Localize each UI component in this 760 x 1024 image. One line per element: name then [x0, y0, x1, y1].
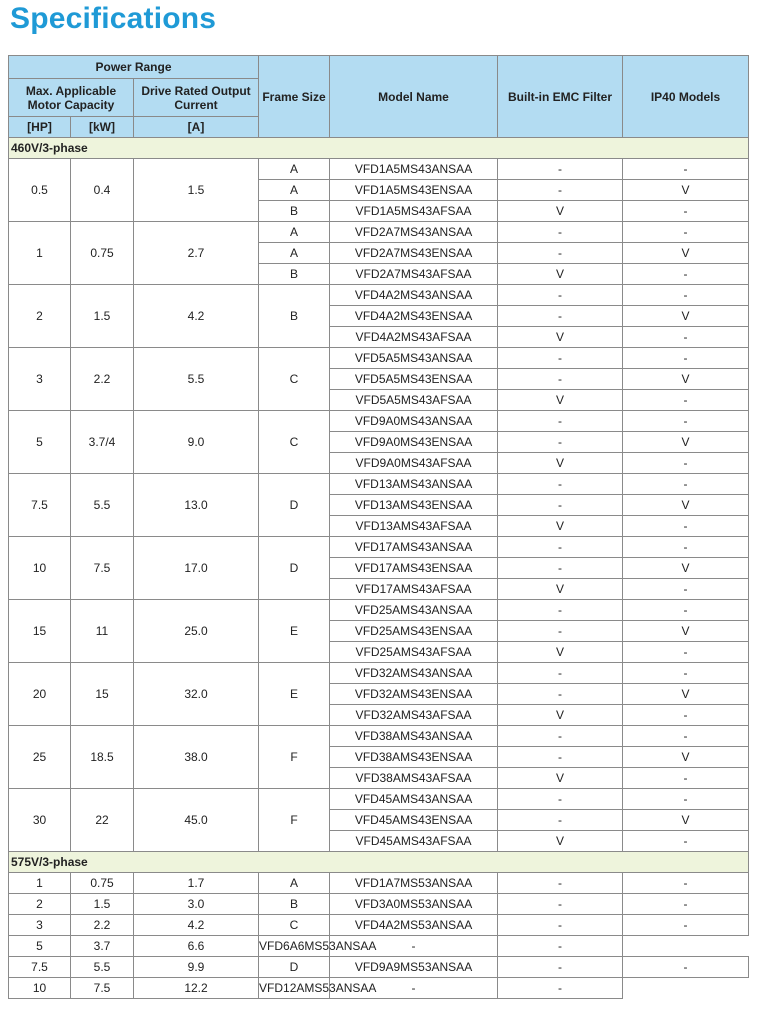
frame-cell: B	[259, 264, 330, 285]
hp-cell: 0.5	[9, 159, 71, 222]
model-name-cell: VFD9A0MS43ENSAA	[330, 432, 498, 453]
model-name-cell: VFD4A2MS53ANSAA	[330, 915, 498, 936]
ip40-cell: V	[623, 684, 749, 705]
model-name-cell: VFD5A5MS43AFSAA	[330, 390, 498, 411]
model-name-cell: VFD1A5MS43ENSAA	[330, 180, 498, 201]
ip40-cell: V	[623, 432, 749, 453]
frame-cell: A	[259, 180, 330, 201]
frame-cell: C	[259, 411, 330, 474]
ip40-cell: -	[623, 705, 749, 726]
model-name-cell: VFD45AMS43AFSAA	[330, 831, 498, 852]
emc-filter-cell: -	[498, 495, 623, 516]
table-row	[9, 411, 749, 432]
section-row	[9, 138, 749, 159]
power-range-header: Power Range	[9, 56, 259, 79]
ip40-cell: -	[623, 159, 749, 180]
section-label: 575V/3-phase	[9, 852, 749, 873]
emc-filter-cell: -	[498, 621, 623, 642]
ip40-cell: -	[623, 537, 749, 558]
table-row	[9, 474, 749, 495]
kw-cell: 3.7	[71, 936, 134, 957]
table-row	[9, 873, 749, 894]
model-name-cell: VFD9A9MS53ANSAA	[330, 957, 498, 978]
table-row	[9, 957, 749, 978]
ip40-cell: -	[623, 726, 749, 747]
current-cell: 6.6	[134, 936, 259, 957]
model-name-cell: VFD3A0MS53ANSAA	[330, 894, 498, 915]
ip40-cell: -	[623, 957, 749, 978]
frame-cell: D	[259, 957, 330, 978]
emc-filter-cell: -	[498, 369, 623, 390]
frame-cell: B	[259, 285, 330, 348]
table-row	[9, 222, 749, 243]
ip40-cell: V	[623, 180, 749, 201]
frame-cell: D	[259, 537, 330, 600]
current-cell: 32.0	[134, 663, 259, 726]
hp-cell: 30	[9, 789, 71, 852]
ip40-header: IP40 Models	[623, 56, 749, 138]
kw-cell: 1.5	[71, 894, 134, 915]
emc-filter-cell: -	[498, 894, 623, 915]
drive-rated-header: Drive Rated Output Current	[134, 79, 259, 117]
frame-size-header: Frame Size	[259, 56, 330, 138]
ip40-cell: -	[623, 768, 749, 789]
ip40-cell: -	[623, 348, 749, 369]
kw-cell: 18.5	[71, 726, 134, 789]
current-cell: 1.5	[134, 159, 259, 222]
kw-cell: 0.75	[71, 873, 134, 894]
ip40-cell: V	[623, 558, 749, 579]
hp-cell: 3	[9, 915, 71, 936]
emc-filter-cell: -	[498, 873, 623, 894]
specifications-table	[8, 55, 749, 999]
frame-cell: A	[259, 873, 330, 894]
ip40-cell: -	[623, 390, 749, 411]
emc-filter-cell: -	[498, 474, 623, 495]
emc-filter-cell: -	[498, 747, 623, 768]
model-name-cell: VFD45AMS43ENSAA	[330, 810, 498, 831]
model-name-cell: VFD32AMS43ENSAA	[330, 684, 498, 705]
table-row	[9, 600, 749, 621]
emc-filter-cell: -	[498, 810, 623, 831]
model-name-cell: VFD4A2MS43AFSAA	[330, 327, 498, 348]
kw-cell: 0.4	[71, 159, 134, 222]
emc-filter-cell: -	[498, 537, 623, 558]
frame-cell: E	[259, 600, 330, 663]
ip40-cell: -	[498, 936, 623, 957]
emc-filter-cell: -	[498, 663, 623, 684]
current-cell: 38.0	[134, 726, 259, 789]
emc-filter-cell: V	[498, 201, 623, 222]
model-name-cell: VFD25AMS43ANSAA	[330, 600, 498, 621]
emc-filter-cell: -	[498, 306, 623, 327]
emc-filter-cell: -	[498, 558, 623, 579]
hp-cell: 7.5	[9, 957, 71, 978]
kw-cell: 22	[71, 789, 134, 852]
frame-cell: E	[259, 663, 330, 726]
hp-cell: 5	[9, 936, 71, 957]
ip40-cell: V	[623, 495, 749, 516]
current-cell: 9.0	[134, 411, 259, 474]
frame-cell: B	[259, 894, 330, 915]
model-name-cell: VFD32AMS43AFSAA	[330, 705, 498, 726]
ip40-cell: -	[623, 579, 749, 600]
emc-filter-cell: V	[498, 768, 623, 789]
emc-filter-cell: -	[330, 978, 498, 999]
emc-filter-cell: -	[498, 726, 623, 747]
ip40-cell: -	[623, 474, 749, 495]
model-name-cell: VFD1A5MS43AFSAA	[330, 201, 498, 222]
model-name-cell: VFD2A7MS43ANSAA	[330, 222, 498, 243]
ip40-cell: V	[623, 810, 749, 831]
ip40-cell: -	[623, 264, 749, 285]
kw-cell: 11	[71, 600, 134, 663]
model-name-cell: VFD5A5MS43ENSAA	[330, 369, 498, 390]
model-name-cell: VFD38AMS43ANSAA	[330, 726, 498, 747]
kw-cell: 2.2	[71, 348, 134, 411]
emc-filter-cell: V	[498, 642, 623, 663]
page-title: Specifications	[10, 2, 217, 35]
model-name-cell: VFD13AMS43ANSAA	[330, 474, 498, 495]
ip40-cell: V	[623, 369, 749, 390]
frame-cell: D	[259, 474, 330, 537]
model-name-cell: VFD32AMS43ANSAA	[330, 663, 498, 684]
ip40-cell: -	[623, 285, 749, 306]
model-name-cell: VFD4A2MS43ENSAA	[330, 306, 498, 327]
ip40-cell: V	[623, 306, 749, 327]
emc-filter-cell: -	[498, 180, 623, 201]
table-row	[9, 159, 749, 180]
ip40-cell: -	[623, 600, 749, 621]
model-name-cell: VFD2A7MS43ENSAA	[330, 243, 498, 264]
hp-cell: 7.5	[9, 474, 71, 537]
hp-cell: 20	[9, 663, 71, 726]
emc-filter-cell: -	[498, 684, 623, 705]
emc-filter-cell: V	[498, 390, 623, 411]
model-name-cell: VFD45AMS43ANSAA	[330, 789, 498, 810]
current-cell: 13.0	[134, 474, 259, 537]
current-cell: 4.2	[134, 285, 259, 348]
emc-filter-cell: -	[498, 915, 623, 936]
ip40-cell: -	[623, 516, 749, 537]
emc-filter-cell: -	[498, 285, 623, 306]
table-row	[9, 978, 749, 999]
section-row	[9, 852, 749, 873]
model-name-cell: VFD2A7MS43AFSAA	[330, 264, 498, 285]
hp-cell: 15	[9, 600, 71, 663]
kw-unit-header: [kW]	[71, 117, 134, 138]
model-name-cell: VFD38AMS43ENSAA	[330, 747, 498, 768]
model-name-cell: VFD1A7MS53ANSAA	[330, 873, 498, 894]
kw-cell: 1.5	[71, 285, 134, 348]
frame-cell: F	[259, 789, 330, 852]
emc-filter-cell: V	[498, 264, 623, 285]
table-row	[9, 726, 749, 747]
hp-cell: 2	[9, 285, 71, 348]
current-cell: 12.2	[134, 978, 259, 999]
kw-cell: 0.75	[71, 222, 134, 285]
emc-filter-cell: -	[498, 789, 623, 810]
current-cell: 2.7	[134, 222, 259, 285]
table-row	[9, 537, 749, 558]
model-name-cell: VFD9A0MS43AFSAA	[330, 453, 498, 474]
emc-filter-cell: -	[498, 957, 623, 978]
emc-filter-cell: V	[498, 705, 623, 726]
ip40-cell: V	[623, 621, 749, 642]
table-row	[9, 936, 749, 957]
current-cell: 45.0	[134, 789, 259, 852]
current-cell: 9.9	[134, 957, 259, 978]
current-cell: 17.0	[134, 537, 259, 600]
emc-filter-cell: -	[498, 222, 623, 243]
table-row	[9, 915, 749, 936]
model-name-cell: VFD12AMS53ANSAA	[259, 978, 330, 999]
current-cell: 25.0	[134, 600, 259, 663]
hp-cell: 5	[9, 411, 71, 474]
frame-cell: C	[259, 915, 330, 936]
current-cell: 3.0	[134, 894, 259, 915]
model-name-cell: VFD17AMS43ANSAA	[330, 537, 498, 558]
ip40-cell: -	[623, 663, 749, 684]
frame-cell: A	[259, 159, 330, 180]
hp-cell: 1	[9, 873, 71, 894]
hp-unit-header: [HP]	[9, 117, 71, 138]
ip40-cell: V	[623, 747, 749, 768]
frame-cell: C	[259, 348, 330, 411]
ip40-cell: -	[623, 789, 749, 810]
table-row	[9, 348, 749, 369]
hp-cell: 10	[9, 537, 71, 600]
ip40-cell: -	[623, 201, 749, 222]
emc-filter-cell: V	[498, 453, 623, 474]
model-name-cell: VFD13AMS43ENSAA	[330, 495, 498, 516]
emc-filter-cell: -	[498, 600, 623, 621]
emc-filter-cell: V	[498, 327, 623, 348]
kw-cell: 15	[71, 663, 134, 726]
kw-cell: 7.5	[71, 537, 134, 600]
model-name-cell: VFD6A6MS53ANSAA	[259, 936, 330, 957]
ip40-cell: -	[623, 831, 749, 852]
section-label: 460V/3-phase	[9, 138, 749, 159]
frame-cell: A	[259, 243, 330, 264]
ip40-cell: -	[623, 894, 749, 915]
emc-filter-cell: -	[498, 411, 623, 432]
table-row	[9, 663, 749, 684]
table-row	[9, 285, 749, 306]
kw-cell: 7.5	[71, 978, 134, 999]
emc-filter-cell: -	[498, 159, 623, 180]
max-motor-header: Max. Applicable Motor Capacity	[9, 79, 134, 117]
ip40-cell: -	[623, 411, 749, 432]
frame-cell: B	[259, 201, 330, 222]
ip40-cell: -	[623, 453, 749, 474]
emc-filter-cell: -	[498, 432, 623, 453]
frame-cell: A	[259, 222, 330, 243]
table-body	[9, 138, 749, 999]
model-name-cell: VFD5A5MS43ANSAA	[330, 348, 498, 369]
a-unit-header: [A]	[134, 117, 259, 138]
emc-filter-cell: V	[498, 831, 623, 852]
model-name-header: Model Name	[330, 56, 498, 138]
emc-filter-cell: -	[498, 348, 623, 369]
table-row	[9, 894, 749, 915]
emc-filter-cell: -	[498, 243, 623, 264]
model-name-cell: VFD25AMS43AFSAA	[330, 642, 498, 663]
model-name-cell: VFD9A0MS43ANSAA	[330, 411, 498, 432]
current-cell: 1.7	[134, 873, 259, 894]
kw-cell: 5.5	[71, 957, 134, 978]
hp-cell: 1	[9, 222, 71, 285]
ip40-cell: -	[623, 222, 749, 243]
table-row	[9, 789, 749, 810]
emc-filter-header: Built-in EMC Filter	[498, 56, 623, 138]
model-name-cell: VFD38AMS43AFSAA	[330, 768, 498, 789]
ip40-cell: V	[623, 243, 749, 264]
hp-cell: 3	[9, 348, 71, 411]
model-name-cell: VFD25AMS43ENSAA	[330, 621, 498, 642]
emc-filter-cell: -	[330, 936, 498, 957]
ip40-cell: -	[623, 642, 749, 663]
emc-filter-cell: V	[498, 579, 623, 600]
ip40-cell: -	[623, 873, 749, 894]
hp-cell: 25	[9, 726, 71, 789]
kw-cell: 3.7/4	[71, 411, 134, 474]
model-name-cell: VFD4A2MS43ANSAA	[330, 285, 498, 306]
kw-cell: 5.5	[71, 474, 134, 537]
hp-cell: 10	[9, 978, 71, 999]
ip40-cell: -	[623, 915, 749, 936]
ip40-cell: -	[623, 327, 749, 348]
current-cell: 5.5	[134, 348, 259, 411]
frame-cell: F	[259, 726, 330, 789]
model-name-cell: VFD1A5MS43ANSAA	[330, 159, 498, 180]
hp-cell: 2	[9, 894, 71, 915]
model-name-cell: VFD17AMS43AFSAA	[330, 579, 498, 600]
ip40-cell: -	[498, 978, 623, 999]
model-name-cell: VFD17AMS43ENSAA	[330, 558, 498, 579]
kw-cell: 2.2	[71, 915, 134, 936]
emc-filter-cell: V	[498, 516, 623, 537]
current-cell: 4.2	[134, 915, 259, 936]
model-name-cell: VFD13AMS43AFSAA	[330, 516, 498, 537]
